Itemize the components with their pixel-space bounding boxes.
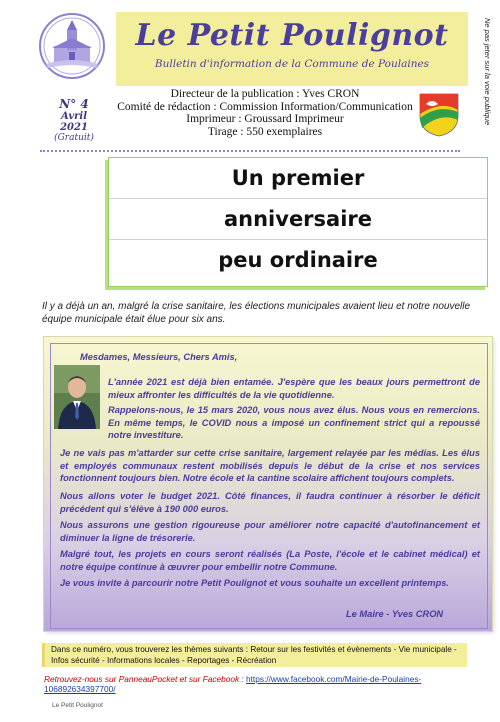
issue-price: (Gratuit) <box>54 133 94 143</box>
letter-paragraph: Je vous invite à parcourir notre Petit Poulignot et vous souhaite un excellent printemps. <box>60 578 449 588</box>
headline-line-1: Un premier <box>231 166 365 190</box>
letter-paragraph: Rappelons-nous, le 15 mars 2020, vous nous avez élus. Nous vous en remercions. En même temps, le COVID nous a imposé un confinement strict qui a repoussé notre investiture. <box>108 405 480 441</box>
newsletter-subtitle: Bulletin d'information de la Commune de Poulaines <box>154 58 430 70</box>
intro-paragraph: Il y a déjà un an, malgré la crise sanitaire, les élections municipales avaient lieu et notre nouvelle équipe municipale était élue pour six ans. <box>42 301 471 325</box>
issue-info <box>48 97 100 143</box>
letter-paragraph: Nous assurons une gestion rigoureuse pour améliorer notre capacité d'autofinancement et diminuer la ligne de trésorerie. <box>60 520 480 543</box>
letter-paragraph: L'année 2021 est déjà bien entamée. J'espère que les beaux jours permettront de mieux affronter les difficultés de la vie quotidienne. <box>108 377 480 400</box>
village-logo <box>38 12 106 80</box>
letter-signature: Le Maire - Yves CRON <box>346 609 444 619</box>
letter-paragraph: Nous allons voter le budget 2021. Côté finances, il faudra continuer à résorber le déficit précédent qui s'élève à 190 000 euros. <box>60 491 480 514</box>
letter-greeting: Mesdames, Messieurs, Chers Amis, <box>80 352 238 362</box>
letter-paragraph: Malgré tout, les projets en cours seront réalisés (La Poste, l'école et le cabinet médical) et notre équipe continue à œuvrer pour embellir notre Commune. <box>60 549 480 572</box>
letter-paragraph: Je ne vais pas m'attarder sur cette crise sanitaire, largement relayée par les médias. Les élus et employés communaux restent mobilisés depuis le début de la crise et nos services fonctionnent toujours bien. Notre école et la cantine scolaire affichent toujours complets. <box>60 448 480 484</box>
themes-box <box>42 643 467 667</box>
issue-date: Avril 2021 <box>60 111 88 133</box>
follow-us-lead: Retrouvez-nous sur PanneauPocket et sur Facebook : <box>44 674 244 684</box>
follow-us-line <box>44 674 484 694</box>
headline-separator <box>109 198 487 199</box>
credit-printer: Imprimeur : Groussard Imprimeur <box>186 113 344 126</box>
mayor-photo <box>54 365 100 429</box>
vertical-notice <box>480 18 494 148</box>
page-footer: Le Petit Poulignot <box>52 702 103 709</box>
headline-line-2: anniversaire <box>223 207 373 231</box>
headline-line-3: peu ordinaire <box>218 248 378 272</box>
newsletter-title: Le Petit Poulignot <box>135 18 449 53</box>
headline-separator <box>109 239 487 240</box>
dotted-divider <box>40 150 460 152</box>
credit-director: Directeur de la publication : Yves CRON <box>170 88 360 100</box>
facebook-link[interactable]: https://www.facebook.com/Mairie-de-Poulaines-106892634397700/ <box>44 674 422 694</box>
themes-text: Dans ce numéro, vous trouverez les thèmes suivants : Retour sur les festivités et évènements - Vie municipale - Infos sécurité - Informations locales - Reportages - Récréation <box>51 645 457 665</box>
publication-credits <box>112 88 418 138</box>
headline-box <box>108 157 488 287</box>
credit-committee: Comité de rédaction : Commission Information/Communication <box>117 100 413 113</box>
issue-number: N° 4 <box>59 97 89 111</box>
credit-print-run: Tirage : 550 exemplaires <box>207 125 323 138</box>
vertical-notice-text: Ne pas jeter sur la voie publique <box>483 18 492 126</box>
coat-of-arms-icon <box>418 90 460 138</box>
